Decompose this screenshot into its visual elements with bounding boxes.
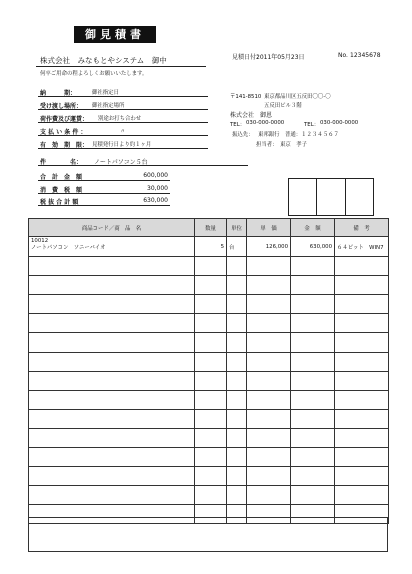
term-label-delivery: 納 期：: [40, 90, 77, 97]
remarks-box: [28, 517, 388, 552]
subtotal-value: 630,000: [143, 197, 168, 204]
date-label: 見積日付：: [232, 54, 263, 61]
issuer-address-2: 五反田ビル３階: [264, 103, 302, 109]
term-line: [38, 109, 208, 110]
table-row: [29, 257, 389, 276]
column-header-price: 単 価: [247, 219, 291, 237]
term-line: [38, 135, 208, 136]
issuer-staff: 東京 孝子: [280, 142, 307, 148]
term-value-delivery: 御社指定日: [92, 90, 119, 96]
table-row: [29, 486, 389, 505]
item-amount: 630,000: [291, 237, 335, 257]
term-label-payment: 支 払 い 条 件 ：: [40, 129, 87, 136]
table-row: [29, 467, 389, 486]
subtotal-label: 税 抜 合 計 額: [40, 199, 79, 206]
item-cell: [29, 237, 195, 257]
subject-underline: [38, 165, 248, 166]
subject-label: 件 名：: [40, 159, 83, 166]
stamp-box: [317, 178, 346, 216]
greeting-text: 何卒ご用命の程よろしくお願いいたします。: [40, 71, 148, 77]
term-label-freight: 荷作費及び運賃：: [40, 116, 89, 123]
stamp-box: [345, 178, 374, 216]
column-header-unit: 単位: [227, 219, 247, 237]
item-name: ノートパソコン ソニーバイオ: [31, 244, 106, 251]
subtotal-line: [38, 205, 170, 206]
issuer-tel: 030-000-0000: [246, 120, 285, 126]
table-row: [29, 428, 389, 447]
term-label-place: 受け渡し場所：: [40, 103, 83, 110]
tax-value: 30,000: [147, 185, 168, 192]
table-row: [29, 371, 389, 390]
issuer-address-1: 東京都品川区五反田〇〇-〇: [264, 94, 331, 100]
date-value: 2011年05月23日: [256, 54, 305, 61]
item-qty: 5: [195, 237, 227, 257]
table-row: [29, 448, 389, 467]
items-table: [28, 218, 389, 524]
tax-label: 消 費 税 額: [40, 187, 83, 194]
issuer-fax: 030-000-0000: [320, 120, 359, 126]
column-header-amount: 金 額: [291, 219, 335, 237]
table-header-row: [29, 219, 389, 237]
document-title: 御見積書: [74, 26, 156, 43]
issuer-staff-label: 担当者：: [256, 142, 278, 148]
issuer-bank: 東邦銀行 普通：１２３４５６７: [258, 132, 339, 138]
term-value-payment: 〃: [120, 129, 126, 135]
term-label-validity: 有 効 期 限：: [40, 142, 89, 149]
item-code: 10012: [31, 238, 49, 244]
item-unit: 台: [227, 237, 247, 257]
total-value: 600,000: [143, 172, 168, 179]
subject-value: ノートパソコン５台: [94, 159, 148, 166]
column-header-qty: 数量: [195, 219, 227, 237]
issuer-company-name: 株式会社 御恩: [230, 112, 273, 119]
number-label: No.: [338, 52, 348, 59]
item-note: ６４ビット WIN7: [335, 237, 389, 257]
item-price: 126,000: [247, 237, 291, 257]
issuer-postal: 〒141-8510: [230, 94, 262, 100]
number-value: 12345678: [350, 52, 381, 59]
term-line: [38, 148, 208, 149]
table-row: [29, 295, 389, 314]
table-row: [29, 276, 389, 295]
column-header-item: 商品コード／商 品 名: [29, 219, 195, 237]
issuer-tel-label: TEL：: [230, 122, 246, 128]
table-row: [29, 390, 389, 409]
table-row: [29, 237, 389, 257]
tax-line: [38, 193, 170, 194]
customer-name: 株式会社 みなもとやシステム 御中: [40, 56, 167, 65]
term-value-validity: 見積発行日より約１ヶ月: [92, 142, 152, 148]
total-line: [38, 180, 170, 181]
term-line: [38, 122, 208, 123]
term-line: [38, 96, 208, 97]
total-label: 合 計 金 額: [40, 174, 83, 181]
table-row: [29, 333, 389, 352]
term-value-freight: 別途お打ち合わせ: [98, 116, 142, 122]
column-header-note: 備 考: [335, 219, 389, 237]
issuer-fax-label: TEL：: [304, 122, 320, 128]
term-value-place: 御社指定場所: [92, 103, 125, 109]
stamp-box: [288, 178, 317, 216]
table-row: [29, 352, 389, 371]
table-row: [29, 409, 389, 428]
customer-underline: [36, 66, 206, 67]
table-row: [29, 314, 389, 333]
issuer-bank-label: 振込先：: [232, 132, 254, 138]
